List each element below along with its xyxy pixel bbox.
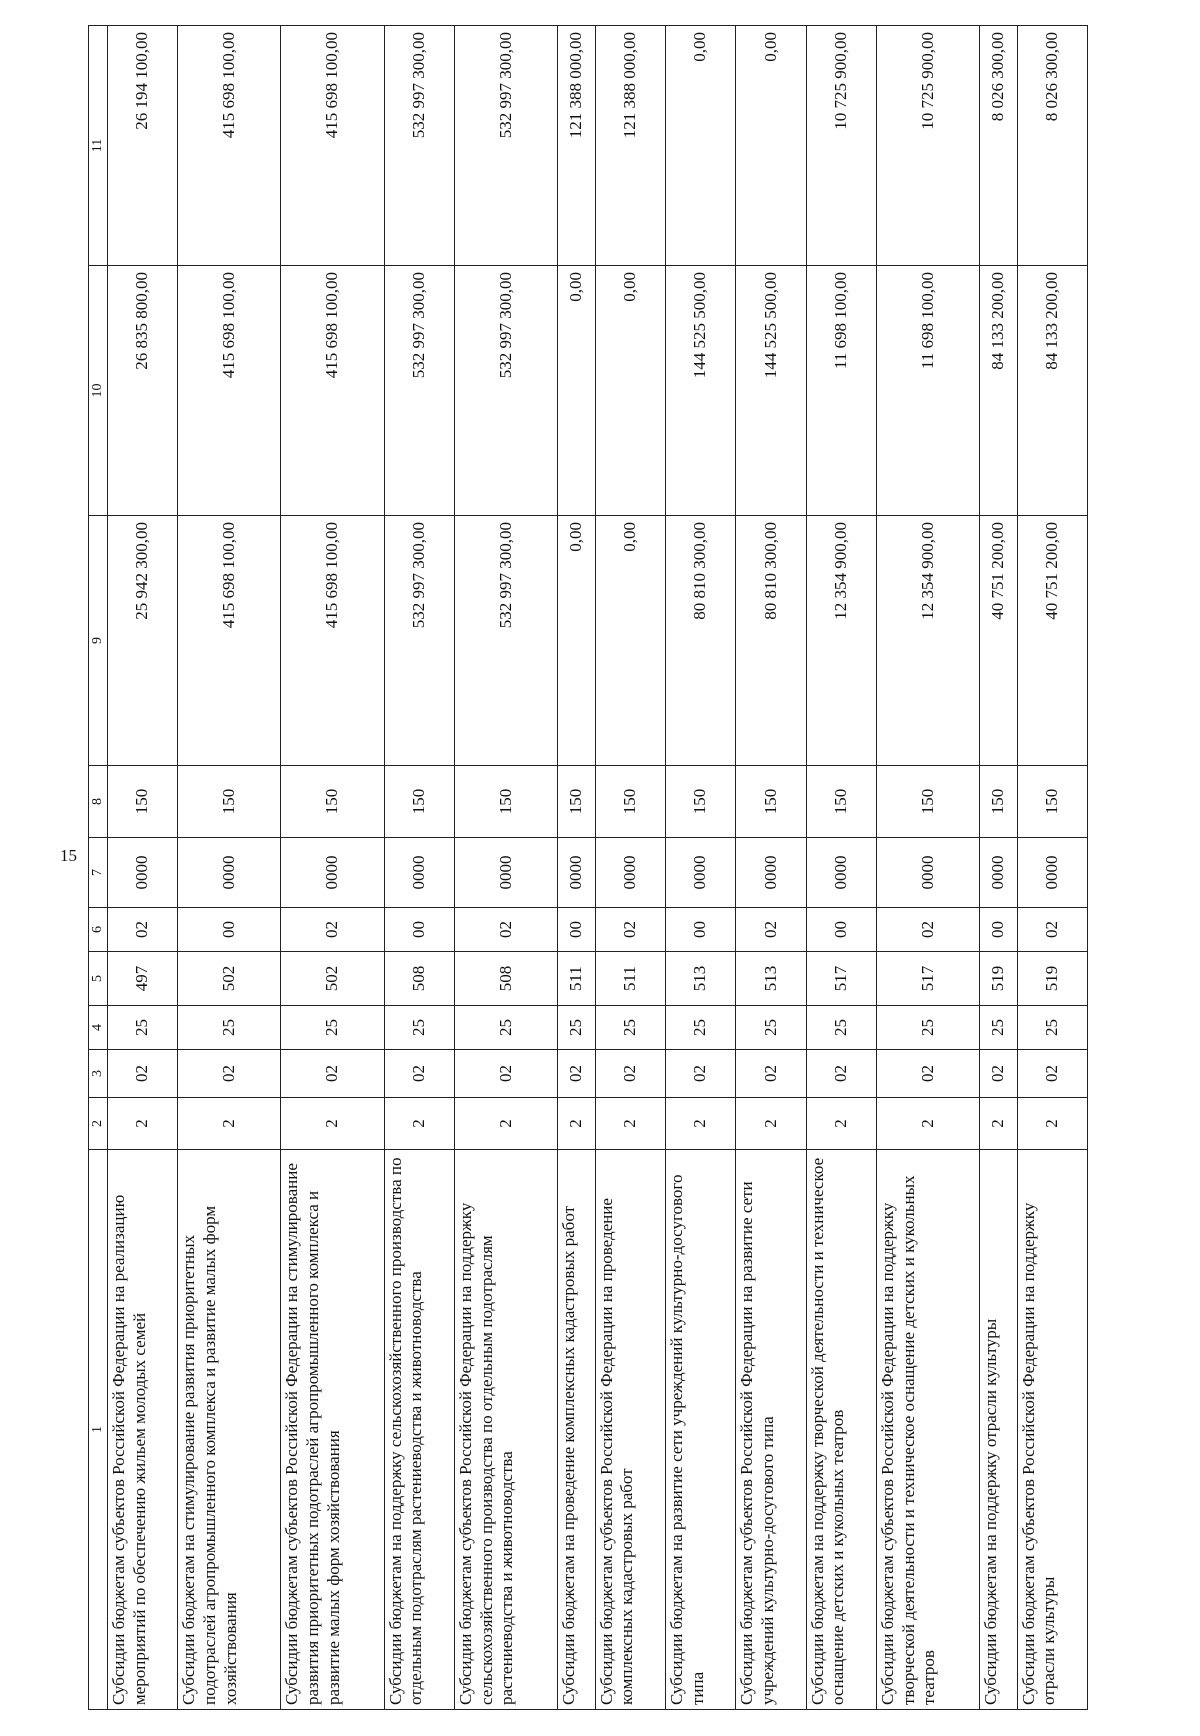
col-header: 1: [89, 1150, 108, 1710]
budget-code-4: 511: [558, 952, 596, 1006]
budget-code-3: 25: [454, 1006, 557, 1050]
amount-year-2: 0,00: [595, 266, 665, 516]
table-row: [281, 26, 384, 1710]
amount-year-2: 532 997 300,00: [384, 266, 454, 516]
table-row: [806, 26, 876, 1710]
amount-year-1: 532 997 300,00: [454, 516, 557, 766]
budget-code-6: 0000: [595, 838, 665, 908]
amount-year-1: 80 810 300,00: [665, 516, 735, 766]
row-description: Субсидии бюджетам на поддержку творческой деятельности и техническое оснащение детских и кукольных театров: [806, 1150, 876, 1710]
col-header: 11: [89, 26, 108, 266]
amount-year-3: 8 026 300,00: [1017, 26, 1087, 266]
budget-code-1: 2: [980, 1098, 1018, 1150]
budget-code-4: 517: [806, 952, 876, 1006]
budget-code-5: 00: [980, 908, 1018, 952]
col-header: 5: [89, 952, 108, 1006]
budget-code-6: 0000: [806, 838, 876, 908]
budget-code-3: 25: [876, 1006, 979, 1050]
col-header: 4: [89, 1006, 108, 1050]
budget-code-6: 0000: [558, 838, 596, 908]
budget-code-5: 00: [384, 908, 454, 952]
row-description: Субсидии бюджетам на развитие сети учреждений культурно-досугового типа: [665, 1150, 735, 1710]
row-description: Субсидии бюджетам на поддержку отрасли культуры: [980, 1150, 1018, 1710]
budget-code-2: 02: [876, 1050, 979, 1098]
budget-code-6: 0000: [876, 838, 979, 908]
budget-code-5: 02: [736, 908, 806, 952]
budget-code-5: 02: [595, 908, 665, 952]
amount-year-2: 144 525 500,00: [665, 266, 735, 516]
amount-year-3: 532 997 300,00: [384, 26, 454, 266]
budget-code-5: 02: [281, 908, 384, 952]
budget-code-7: 150: [281, 766, 384, 838]
budget-code-2: 02: [108, 1050, 178, 1098]
row-description: Субсидии бюджетам субъектов Российской Федерации на стимулирование развития приоритетных подотраслей агропромышленного комплекса и развитие малых форм хозяйствования: [281, 1150, 384, 1710]
amount-year-3: 0,00: [736, 26, 806, 266]
amount-year-1: 415 698 100,00: [281, 516, 384, 766]
budget-code-6: 0000: [454, 838, 557, 908]
budget-code-4: 513: [736, 952, 806, 1006]
budget-code-5: 02: [876, 908, 979, 952]
table-row: [1017, 26, 1087, 1710]
table-row: [454, 26, 557, 1710]
amount-year-1: 40 751 200,00: [980, 516, 1018, 766]
amount-year-1: 12 354 900,00: [806, 516, 876, 766]
budget-code-6: 0000: [1017, 838, 1087, 908]
budget-code-3: 25: [980, 1006, 1018, 1050]
amount-year-2: 11 698 100,00: [876, 266, 979, 516]
amount-year-2: 415 698 100,00: [178, 266, 281, 516]
budget-code-7: 150: [108, 766, 178, 838]
budget-code-2: 02: [595, 1050, 665, 1098]
budget-code-4: 513: [665, 952, 735, 1006]
amount-year-2: 532 997 300,00: [454, 266, 557, 516]
table-row: [595, 26, 665, 1710]
table-row: [108, 26, 178, 1710]
col-header: 3: [89, 1050, 108, 1098]
budget-code-6: 0000: [384, 838, 454, 908]
budget-code-4: 508: [454, 952, 557, 1006]
budget-code-2: 02: [454, 1050, 557, 1098]
budget-code-7: 150: [980, 766, 1018, 838]
budget-code-4: 502: [281, 952, 384, 1006]
amount-year-2: 26 835 800,00: [108, 266, 178, 516]
header-row: [89, 26, 108, 1710]
budget-code-7: 150: [736, 766, 806, 838]
budget-code-3: 25: [736, 1006, 806, 1050]
budget-code-7: 150: [384, 766, 454, 838]
amount-year-2: 11 698 100,00: [806, 266, 876, 516]
budget-code-1: 2: [736, 1098, 806, 1150]
budget-code-5: 02: [1017, 908, 1087, 952]
budget-code-7: 150: [665, 766, 735, 838]
col-header: 8: [89, 766, 108, 838]
amount-year-1: 415 698 100,00: [178, 516, 281, 766]
rotated-table-container: [88, 26, 1088, 1710]
amount-year-1: 40 751 200,00: [1017, 516, 1087, 766]
table-row: [736, 26, 806, 1710]
row-description: Субсидии бюджетам субъектов Российской Федерации на поддержку творческой деятельности и техническое оснащение детских и кукольных театров: [876, 1150, 979, 1710]
budget-code-5: 00: [178, 908, 281, 952]
budget-code-7: 150: [454, 766, 557, 838]
row-description: Субсидии бюджетам на стимулирование развития приоритетных подотраслей агропромышленного комплекса и развитие малых форм хозяйствования: [178, 1150, 281, 1710]
budget-code-4: 511: [595, 952, 665, 1006]
budget-code-4: 519: [980, 952, 1018, 1006]
amount-year-2: 144 525 500,00: [736, 266, 806, 516]
table-row: [665, 26, 735, 1710]
table-row: [384, 26, 454, 1710]
col-header: 6: [89, 908, 108, 952]
amount-year-1: 532 997 300,00: [384, 516, 454, 766]
budget-code-4: 517: [876, 952, 979, 1006]
budget-code-1: 2: [665, 1098, 735, 1150]
row-description: Субсидии бюджетам субъектов Российской Федерации на проведение комплексных кадастровых работ: [595, 1150, 665, 1710]
budget-code-4: 502: [178, 952, 281, 1006]
budget-code-7: 150: [558, 766, 596, 838]
budget-code-2: 02: [1017, 1050, 1087, 1098]
amount-year-1: 0,00: [558, 516, 596, 766]
col-header: 9: [89, 516, 108, 766]
budget-code-3: 25: [384, 1006, 454, 1050]
amount-year-3: 121 388 000,00: [595, 26, 665, 266]
table-row: [178, 26, 281, 1710]
budget-code-2: 02: [384, 1050, 454, 1098]
budget-code-1: 2: [595, 1098, 665, 1150]
table-body: [108, 26, 1088, 1710]
budget-code-3: 25: [178, 1006, 281, 1050]
budget-code-2: 02: [980, 1050, 1018, 1098]
budget-code-2: 02: [665, 1050, 735, 1098]
budget-code-3: 25: [665, 1006, 735, 1050]
row-description: Субсидии бюджетам субъектов Российской Федерации на реализацию мероприятий по обеспечению жильем молодых семей: [108, 1150, 178, 1710]
row-description: Субсидии бюджетам на поддержку сельскохозяйственного производства по отдельным подотраслям растениеводства и животноводства: [384, 1150, 454, 1710]
budget-code-1: 2: [384, 1098, 454, 1150]
row-description: Субсидии бюджетам субъектов Российской Федерации на поддержку отрасли культуры: [1017, 1150, 1087, 1710]
amount-year-2: 415 698 100,00: [281, 266, 384, 516]
budget-code-2: 02: [281, 1050, 384, 1098]
budget-code-2: 02: [806, 1050, 876, 1098]
amount-year-1: 80 810 300,00: [736, 516, 806, 766]
budget-code-1: 2: [454, 1098, 557, 1150]
budget-code-5: 02: [108, 908, 178, 952]
amount-year-1: 0,00: [595, 516, 665, 766]
amount-year-3: 8 026 300,00: [980, 26, 1018, 266]
amount-year-1: 12 354 900,00: [876, 516, 979, 766]
amount-year-3: 26 194 100,00: [108, 26, 178, 266]
budget-code-1: 2: [558, 1098, 596, 1150]
budget-code-1: 2: [108, 1098, 178, 1150]
budget-code-6: 0000: [980, 838, 1018, 908]
budget-code-7: 150: [806, 766, 876, 838]
budget-code-1: 2: [178, 1098, 281, 1150]
budget-code-2: 02: [558, 1050, 596, 1098]
amount-year-1: 25 942 300,00: [108, 516, 178, 766]
budget-code-2: 02: [736, 1050, 806, 1098]
page-number: 15: [60, 846, 77, 865]
budget-code-4: 519: [1017, 952, 1087, 1006]
budget-code-5: 00: [558, 908, 596, 952]
budget-code-1: 2: [876, 1098, 979, 1150]
row-description: Субсидии бюджетам на проведение комплексных кадастровых работ: [558, 1150, 596, 1710]
budget-code-3: 25: [806, 1006, 876, 1050]
budget-code-1: 2: [1017, 1098, 1087, 1150]
amount-year-2: 0,00: [558, 266, 596, 516]
amount-year-3: 10 725 900,00: [876, 26, 979, 266]
amount-year-3: 415 698 100,00: [281, 26, 384, 266]
col-header: 2: [89, 1098, 108, 1150]
budget-code-4: 508: [384, 952, 454, 1006]
budget-code-3: 25: [1017, 1006, 1087, 1050]
amount-year-2: 84 133 200,00: [980, 266, 1018, 516]
budget-code-7: 150: [595, 766, 665, 838]
budget-code-3: 25: [281, 1006, 384, 1050]
row-description: Субсидии бюджетам субъектов Российской Федерации на развитие сети учреждений культурно-досугового типа: [736, 1150, 806, 1710]
amount-year-3: 0,00: [665, 26, 735, 266]
budget-code-7: 150: [876, 766, 979, 838]
col-header: 10: [89, 266, 108, 516]
budget-code-6: 0000: [665, 838, 735, 908]
budget-code-1: 2: [281, 1098, 384, 1150]
budget-code-5: 00: [665, 908, 735, 952]
row-description: Субсидии бюджетам субъектов Российской Федерации на поддержку сельскохозяйственного производства по отдельным подотраслям растениеводства и животноводства: [454, 1150, 557, 1710]
budget-code-3: 25: [558, 1006, 596, 1050]
budget-code-3: 25: [595, 1006, 665, 1050]
budget-code-4: 497: [108, 952, 178, 1006]
budget-code-6: 0000: [178, 838, 281, 908]
budget-code-6: 0000: [281, 838, 384, 908]
budget-code-6: 0000: [108, 838, 178, 908]
col-header: 7: [89, 838, 108, 908]
budget-code-3: 25: [108, 1006, 178, 1050]
table-row: [980, 26, 1018, 1710]
budget-code-1: 2: [806, 1098, 876, 1150]
table-row: [558, 26, 596, 1710]
budget-code-5: 00: [806, 908, 876, 952]
amount-year-3: 10 725 900,00: [806, 26, 876, 266]
amount-year-3: 121 388 000,00: [558, 26, 596, 266]
budget-table: [88, 25, 1088, 1710]
budget-code-7: 150: [178, 766, 281, 838]
budget-code-6: 0000: [736, 838, 806, 908]
amount-year-2: 84 133 200,00: [1017, 266, 1087, 516]
budget-code-5: 02: [454, 908, 557, 952]
budget-code-7: 150: [1017, 766, 1087, 838]
budget-code-2: 02: [178, 1050, 281, 1098]
table-row: [876, 26, 979, 1710]
amount-year-3: 532 997 300,00: [454, 26, 557, 266]
amount-year-3: 415 698 100,00: [178, 26, 281, 266]
